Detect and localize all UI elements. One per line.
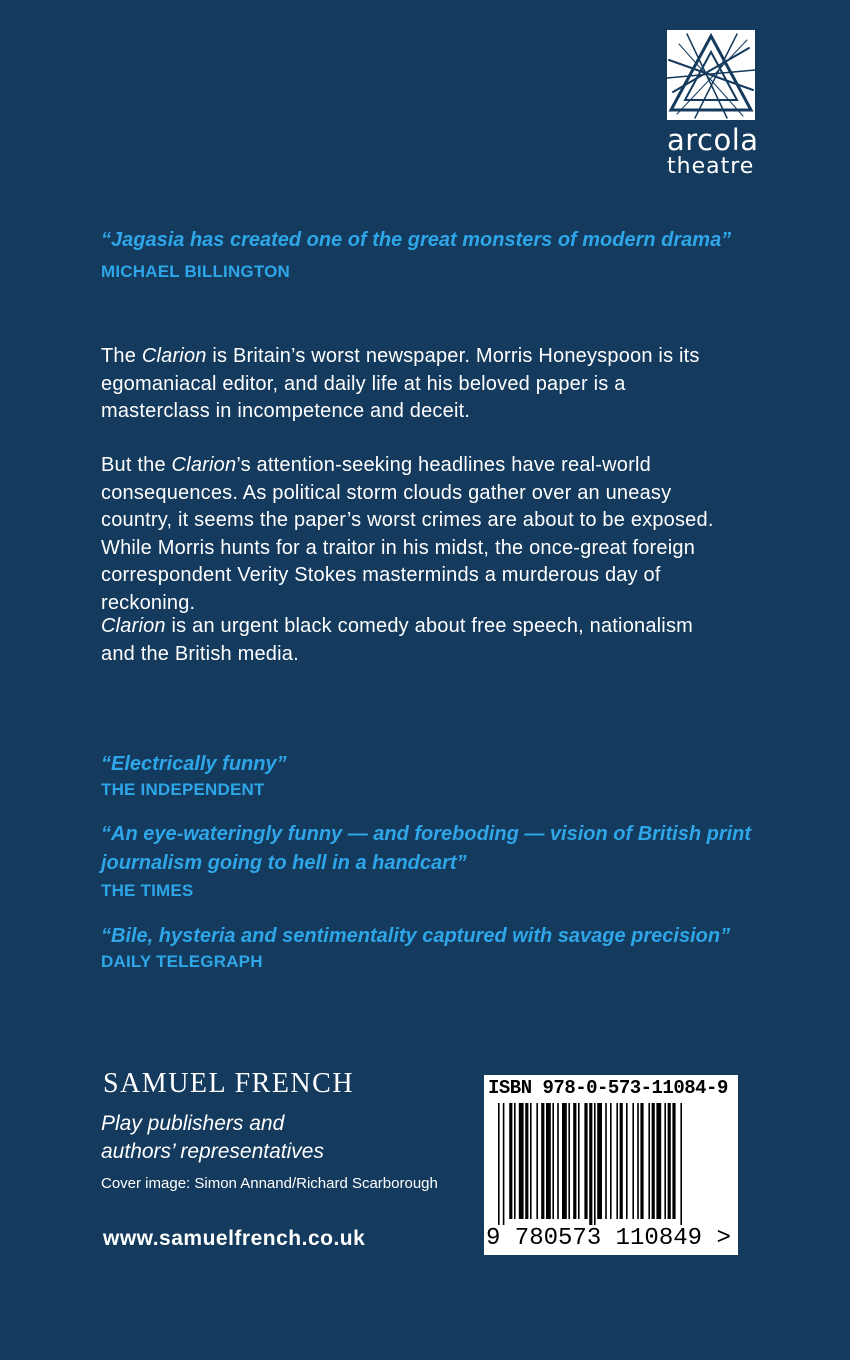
review-2 (101, 820, 761, 902)
review-source: THE TIMES (101, 881, 194, 900)
isbn-barcode (484, 1075, 738, 1255)
title-clarion: Clarion (101, 615, 166, 637)
review-source: THE INDEPENDENT (101, 780, 265, 799)
logo-word-arcola: arcola (667, 123, 759, 157)
review-quote: “An eye-wateringly funny — and foreboding — vision of British print journalism going to hell in a handcart” (101, 823, 752, 874)
cover-image-credit: Cover image: Simon Annand/Richard Scarborough (101, 1175, 438, 1192)
title-clarion: Clarion (171, 454, 237, 476)
arcola-logo-mark-icon (667, 30, 755, 120)
barcode-bars-icon (498, 1103, 724, 1225)
publisher-tagline: Play publishers and authors’ representatives (101, 1112, 324, 1163)
top-quote-block (101, 226, 781, 283)
review-quote: “Electrically funny” (101, 753, 287, 775)
blurb-paragraph-3: Clarion is an urgent black comedy about free speech, nationalism and the British media. (101, 615, 694, 665)
publisher-website: www.samuelfrench.co.uk (103, 1227, 366, 1250)
review-source: DAILY TELEGRAPH (101, 952, 263, 971)
review-1 (101, 750, 761, 801)
arcola-theatre-logo (667, 30, 759, 179)
blurb-paragraph-1: The Clarion is Britain’s worst newspaper. Morris Honeyspoon is its egomaniacal editor, and daily life at his beloved paper is a masterclass in incompetence and deceit. (101, 345, 700, 422)
logo-word-theatre: theatre (667, 154, 755, 179)
publisher-name: SAMUEL FRENCH (103, 1068, 355, 1099)
isbn-number: ISBN 978-0-573-11084-9 (488, 1077, 728, 1099)
review-3 (101, 922, 781, 973)
top-quote-text: “Jagasia has created one of the great monsters of modern drama” (101, 229, 732, 251)
top-quote-source: MICHAEL BILLINGTON (101, 262, 291, 281)
blurb-paragraph-2: But the Clarion’s attention-seeking headlines have real-world consequences. As political storm clouds gather over an uneasy country, it seems the paper’s worst crimes are about to be exposed. While Morris hunts for a traitor in his midst, the once-great foreign correspondent Verity Stokes masterminds a murderous day of reckoning. (101, 454, 714, 614)
review-quote: “Bile, hysteria and sentimentality captured with savage precision” (101, 925, 731, 947)
ean-digits: 9 780573 110849 > (486, 1225, 731, 1252)
title-clarion: Clarion (141, 345, 207, 367)
